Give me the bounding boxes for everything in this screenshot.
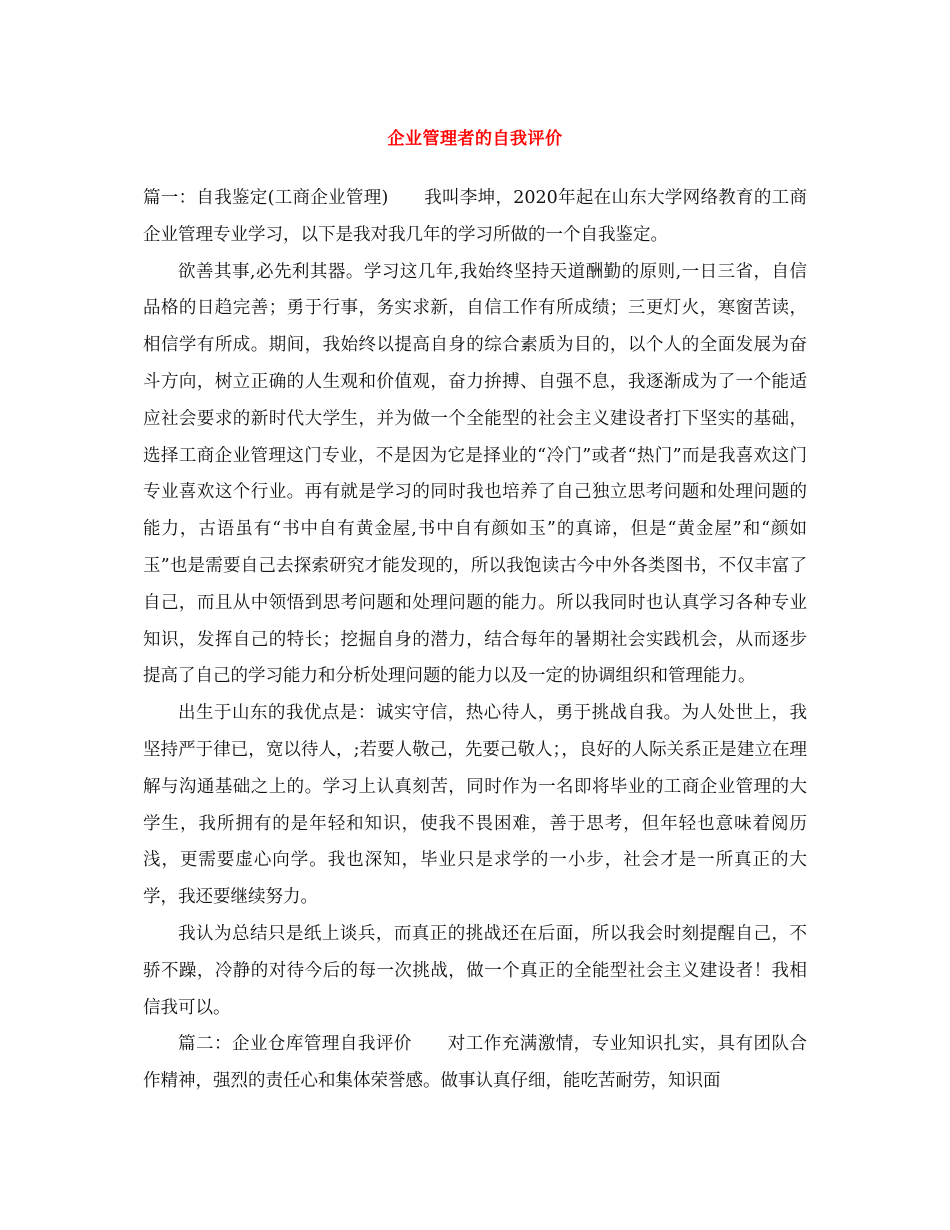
page-title: 企业管理者的自我评价 bbox=[387, 129, 563, 149]
paragraph-conclusion: 我认为总结只是纸上谈兵，而真正的挑战还在后面，所以我会时刻提醒自己，不骄不躁，冷静的对待今后的每一次挑战，做一个真正的全能型社会主义建设者！我相信我可以。 bbox=[143, 923, 807, 1018]
paragraph-personal-strengths: 出生于山东的我优点是：诚实守信，热心待人，勇于挑战自我。为人处世上，我坚持严于律已，宽以待人，;若要人敬己，先要己敬人；，良好的人际关系正是建立在理解与沟通基础之上的。学习上认真刻苦，同时作为一名即将毕业的工商企业管理的大学生，我所拥有的是年轻和知识，使我不畏困难，善于思考，但年轻也意味着阅历浅，更需要虚心向学。我也深知，毕业只是求学的一小步，社会才是一所真正的大学，我还要继续努力。 bbox=[143, 703, 807, 908]
paragraph-part-one-intro: 篇一：自我鉴定(工商企业管理) 我叫李坤，2020年起在山东大学网络教育的工商企业管理专业学习，以下是我对我几年的学习所做的一个自我鉴定。 bbox=[143, 188, 807, 245]
paragraph-study-experience: 欲善其事,必先利其器。学习这几年,我始终坚持天道酬勤的原则,一日三省，自信品格的日趋完善；勇于行事，务实求新，自信工作有所成绩；三更灯火，寒窗苦读，相信学有所成。期间，我始终以提高自身的综合素质为目的，以个人的全面发展为奋斗方向，树立正确的人生观和价值观，奋力拚搏、自强不息，我逐渐成为了一个能适应社会要求的新时代大学生，并为做一个全能型的社会主义建设者打下坚实的基础，选择工商企业管理这门专业，不是因为它是择业的“冷门”或者“热门”而是我喜欢这门专业喜欢这个行业。再有就是学习的同时我也培养了自己独立思考问题和处理问题的能力，古语虽有“书中自有黄金屋,书中自有颜如玉”的真谛，但是“黄金屋”和“颜如玉”也是需要自己去探索研究才能发现的，所以我饱读古今中外各类图书，不仅丰富了自己，而且从中领悟到思考问题和处理问题的能力。所以我同时也认真学习各种专业知识，发挥自己的特长；挖掘自身的潜力，结合每年的暑期社会实践机会，从而逐步提高了自己的学习能力和分析处理问题的能力以及一定的协调组织和管理能力。 bbox=[143, 261, 807, 687]
paragraph-part-two-intro: 篇二：企业仓库管理自我评价 对工作充满激情，专业知识扎实，具有团队合作精神，强烈的责任心和集体荣誉感。做事认真仔细，能吃苦耐劳，知识面 bbox=[143, 1034, 807, 1092]
document-body bbox=[143, 180, 807, 1100]
